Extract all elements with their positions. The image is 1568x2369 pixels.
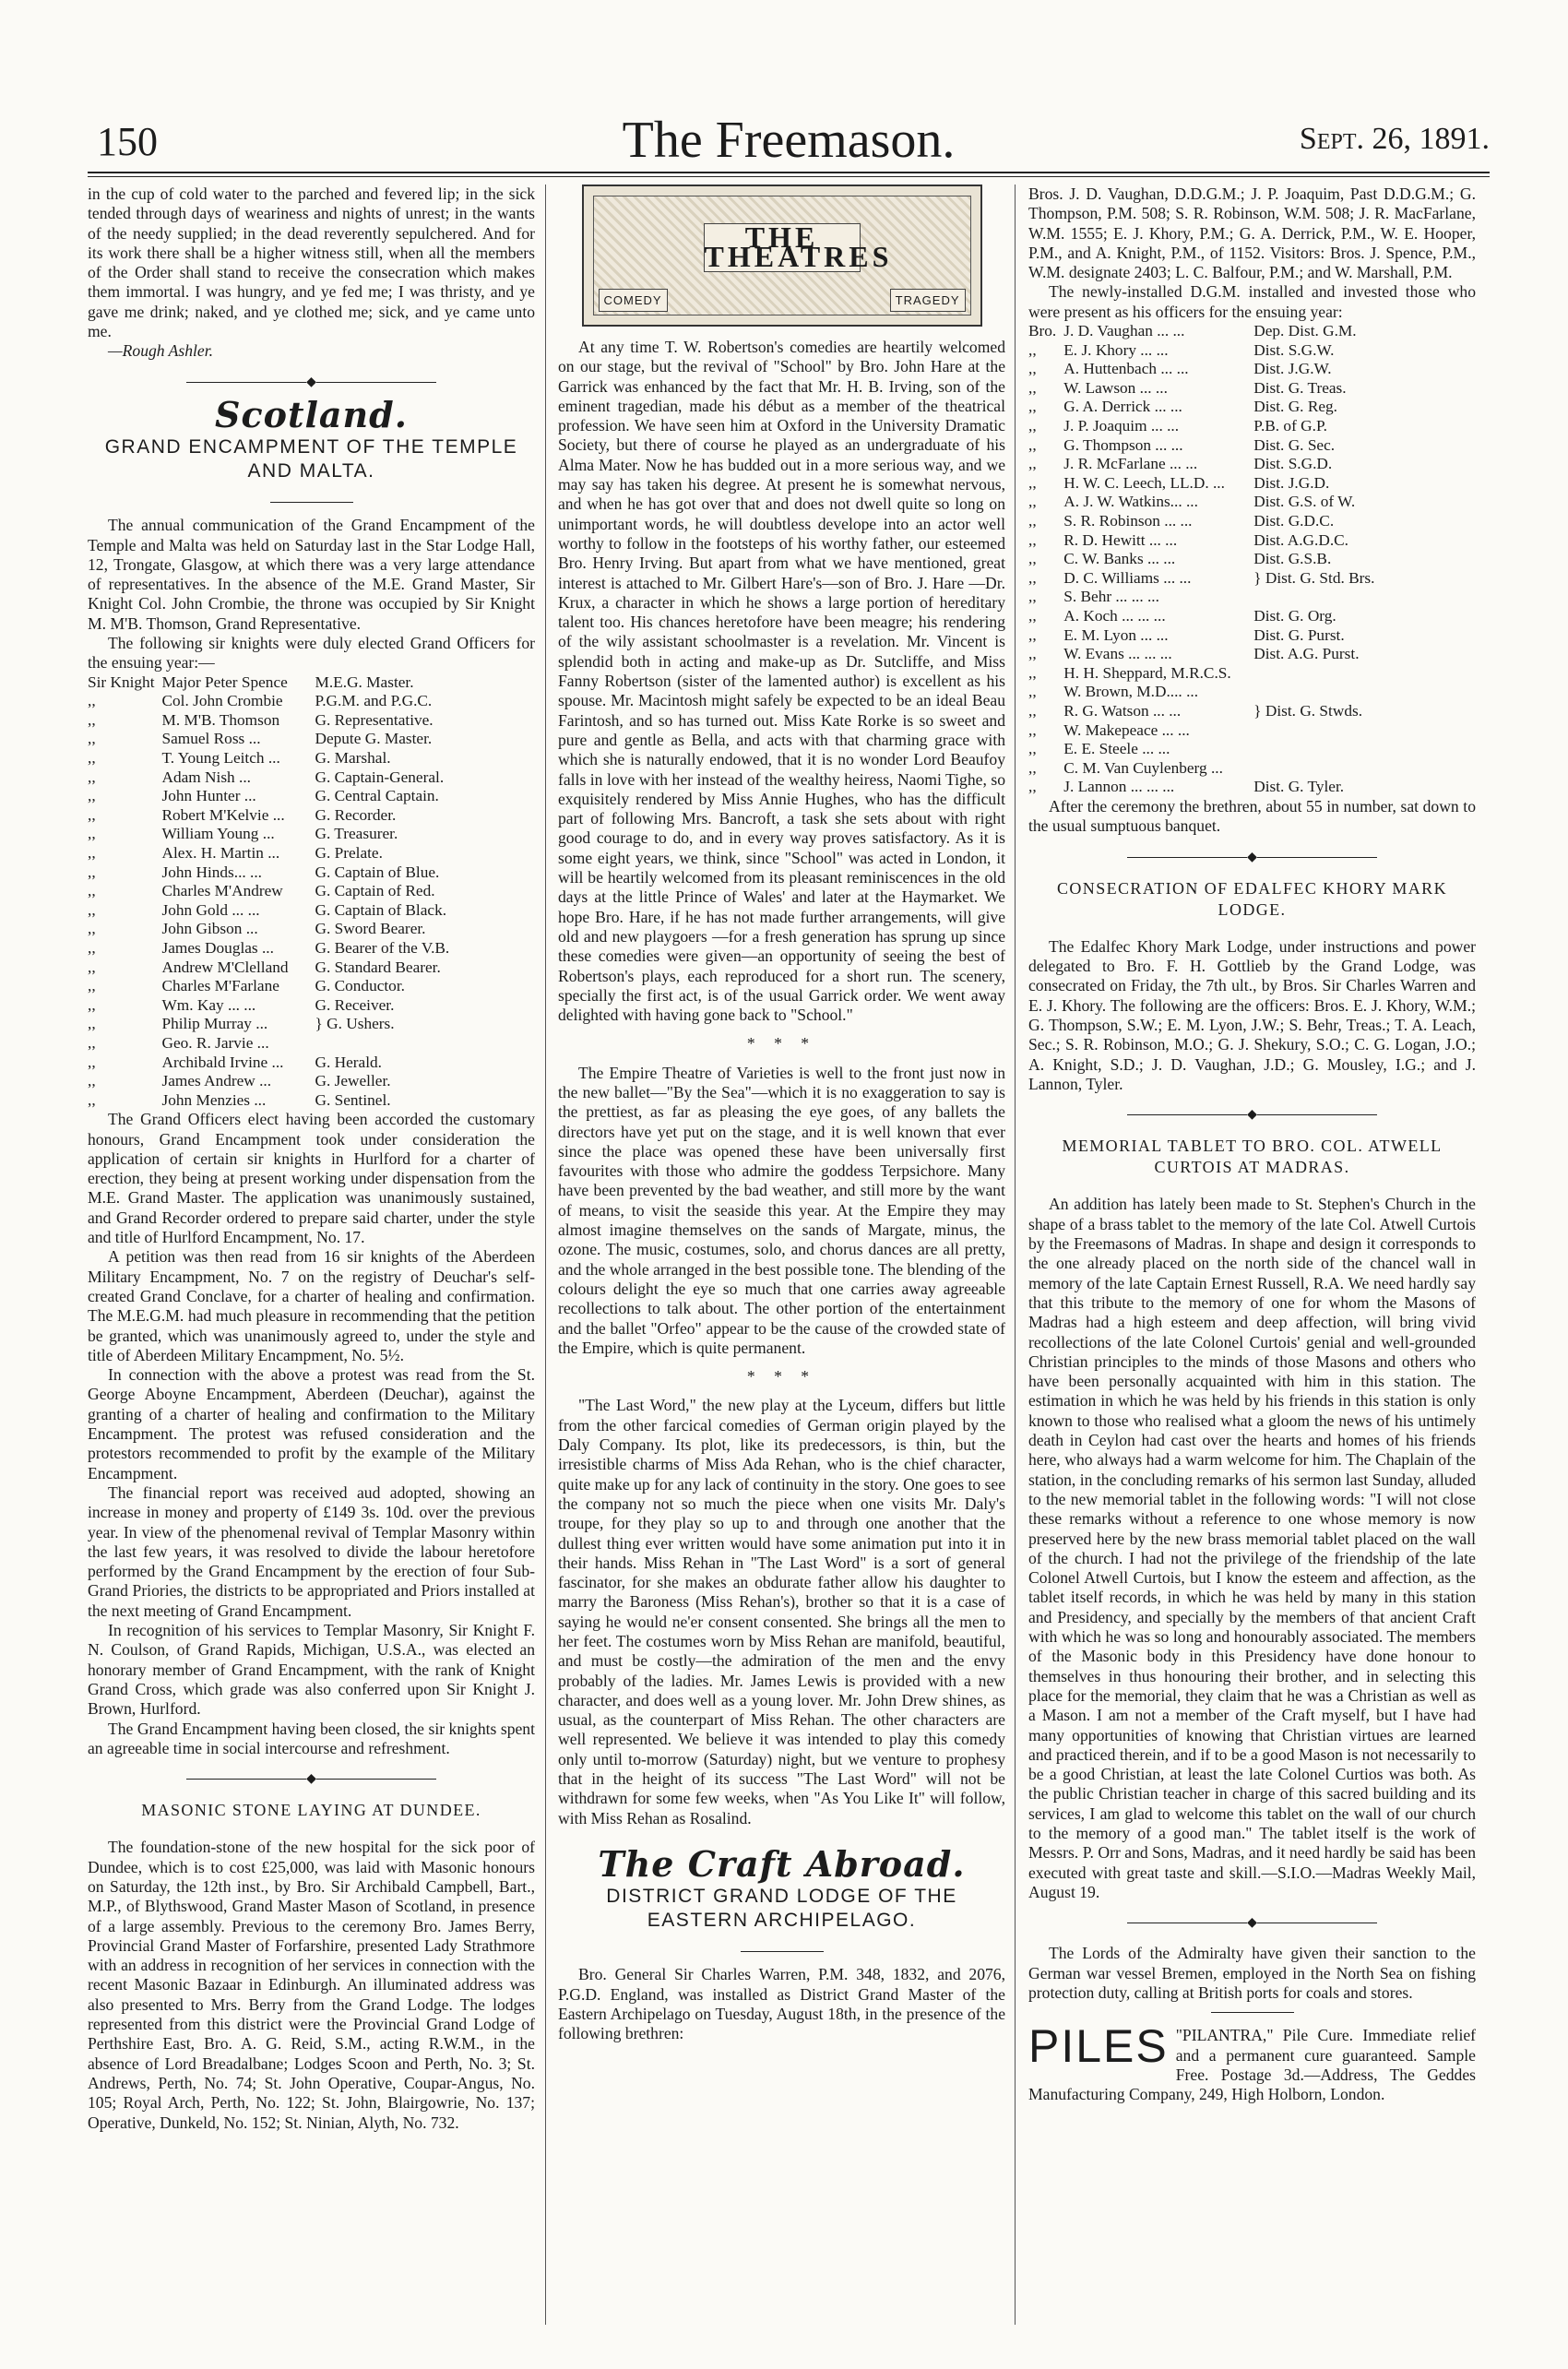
column-2 — [558, 185, 1005, 2043]
issue-date: Sept. 26, 1891. — [1299, 122, 1490, 156]
roster-row — [1028, 436, 1374, 456]
roster-row — [88, 996, 449, 1016]
roster-office: Dist. S.G.W. — [1253, 340, 1335, 359]
roster-office: G. Captain-General. — [315, 768, 445, 786]
roster-prefix: ,, — [1028, 473, 1037, 492]
roster-name: W. Evans ... ... ... — [1063, 645, 1172, 663]
roster-name: W. Lawson ... ... — [1063, 378, 1168, 397]
roster-row — [88, 787, 449, 806]
roster-office: Dist. J.G.D. — [1253, 473, 1330, 492]
roster-office: G. Captain of Black. — [315, 900, 447, 919]
roster-prefix: ,, — [1028, 340, 1037, 359]
roster-office: } Dist. G. Stwds. — [1253, 701, 1363, 720]
roster-row — [88, 1091, 449, 1111]
roster-row — [1028, 360, 1374, 379]
paragraph: An addition has lately been made to St. Stephen's Church in the shape of a brass tablet to the memory of the late Col. Atwell Curtois by the Freemasons of Madras. In shape and design it corresponds to the one already placed on the north side of the chancel wall in memory of the late Captain Ernest Russell, R.A. We need hardly say that this tribute to the memory of one for whom the Masons of Madras had a high esteem and deep affection, will bring vivid recollections of the late Colonel Curtois' genial and well-grounded Christian principles to the minds of those Masons and others who have been personally acquainted with him in this station. The estimation in which he was held by his friends in this station is only known to those who realised what a gloom the news of his untimely death in Ceylon had cast over the hearts and homes of his friends here, who always had a warm welcome for him. The Chaplain of the station, in the concluding remarks of his sermon last Sunday, alluded to the new memorial tablet in the following words: "I will not close these remarks without a reference to one whose memory is now preserved here by the new brass memorial tablet placed on the wall of the church. I had not the privilege of the friendship of the late Colonel Atwell Curtois, but I know the esteem and affection, as the tablet itself records, in which he was held by many in this station and Presidency, and specially by the members of that ancient Craft with which he was so long and honourably associated. The members of the Masonic body in this Presidency have done honour to themselves in thus honouring their brother, and in selecting this place for the memorial, they claim that he was a Christian as well as a Mason. I am not a member of the Craft myself, but I have had many opportunities of knowing that Christian virtues are learned and practiced therein, and if to be a good Mason is not necessarily to be a good Christian, at least the late Colonel Curtios was both. As the public Christian teacher in charge of this sacred building and its services, I am glad to welcome this tablet on the wall of our church to the memory of a good man." The tablet itself is the work of Messrs. P. Orr and Sons, Madras, and it need hardly be said has been executed with great taste and skill.—S.I.O.—Madras Weekly Mail, August 19. — [1028, 1195, 1476, 1901]
roster-name: Archibald Irvine ... — [161, 1053, 284, 1071]
roster-name: H. W. C. Leech, LL.D. ... — [1063, 473, 1225, 492]
roster-office: Dist. G. Treas. — [1253, 378, 1347, 397]
roster-row — [88, 673, 449, 693]
roster-row — [88, 844, 449, 863]
article-title-stone-laying: MASONIC STONE LAYING AT DUNDEE. — [141, 1801, 481, 1820]
roster-row — [88, 749, 449, 768]
banner-label-tragedy: TRAGEDY — [890, 289, 966, 312]
section-heading-craft-abroad: The Craft Abroad. — [598, 1842, 966, 1885]
paragraph: Bros. J. D. Vaughan, D.D.G.M.; J. P. Joaquim, Past D.D.G.M.; G. Thompson, P.M. 508; S. R. Robinson, W.M. 508; J. R. MacFarlane, W.M. 1555; E. J. Khory, P.M.; G. A. Derrick, P.M., W. E. Hooper, P.M., and A. Knight, P.M., of 1152. Visitors: Bros. J. Spence, P.M., W.M. designate 2403; L. C. Balfour, P.M.; and W. Marshall, P.M. — [1028, 185, 1476, 282]
roster-office: G. Bearer of the V.B. — [315, 938, 450, 957]
roster-office: G. Herald. — [315, 1053, 382, 1071]
roster-office: Dist. G. Purst. — [1253, 625, 1345, 644]
paragraph: The Empire Theatre of Varieties is well to the front just now in the new ballet—"By the Sea"—which it is no exaggeration to say is the prettiest, as far as pleasing the eye goes, of any ballets the directors have yet put on the stage, and it is well known that ever since the place was opened these have been universally first favourites with those who admire the goddess Terpsichore. Many have been prevented by the bad weather, and still more by the want of means, to visit the seaside this year. At the Empire they may almost imagine themselves on the sands of Margate, minus, the ozone. The music, costumes, solo, and chorus dances are all pretty, and the whole arranged in the best possible tone. The blending of the colours delight the eye so much that one carries away agreeable recollections to talk about. The other portion of the entertainment and the ballet "Orfeo" appear to be the cause of the crowded state of the Empire, which is quite permanent. — [558, 1063, 1005, 1357]
roster-name: Major Peter Spence — [161, 673, 288, 691]
article-title-encampment: GRAND ENCAMPMENT OF THE TEMPLE AND MALTA. — [104, 436, 518, 482]
roster-row — [1028, 702, 1374, 721]
roster-row — [1028, 493, 1374, 512]
roster-name: S. R. Robinson ... ... — [1063, 512, 1193, 530]
roster-row — [88, 768, 449, 788]
roster-name: S. Behr ... ... ... — [1063, 588, 1159, 606]
separator: ◆ — [88, 373, 535, 392]
roster-office: Dist. G.S.B. — [1253, 550, 1332, 568]
roster-office: Dist. J.G.W. — [1253, 360, 1332, 378]
piles-advertisement — [1028, 2020, 1476, 2104]
roster-office — [1253, 740, 1374, 759]
intro-signature: —Rough Ashler. — [108, 341, 214, 361]
roster-row — [88, 1034, 449, 1054]
roster-prefix: ,, — [88, 768, 96, 786]
roster-prefix: ,, — [1028, 360, 1037, 378]
roster-name: Robert M'Kelvie ... — [161, 805, 285, 824]
roster-prefix: ,, — [88, 805, 96, 824]
roster-name: G. A. Derrick ... ... — [1063, 398, 1182, 416]
roster-name: E. E. Steele ... ... — [1063, 740, 1170, 758]
roster-office — [1253, 588, 1374, 607]
roster-prefix: ,, — [1028, 435, 1037, 454]
roster-office: Dist. G.D.C. — [1253, 512, 1335, 530]
roster-name: Andrew M'Clelland — [161, 958, 289, 976]
roster-row — [1028, 721, 1374, 741]
roster-prefix: ,, — [88, 749, 96, 768]
roster-name: T. Young Leitch ... — [161, 749, 280, 768]
roster-row — [88, 920, 449, 939]
roster-office: G. Central Captain. — [315, 787, 439, 805]
roster-prefix: ,, — [88, 882, 96, 900]
roster-office: P.B. of G.P. — [1253, 417, 1327, 435]
paragraph: The annual communication of the Grand Encampment of the Temple and Malta was held on Saturday last in the Star Lodge Hall, 12, Trongate, Glasgow, at which there was a very large attendance of representatives. In the absence of the M.E. Grand Master, Sir Knight Col. John Crombie, the throne was occupied by Sir Knight M. M'B. Thomson, Grand Representative. — [88, 516, 535, 633]
roster-prefix: ,, — [88, 1053, 96, 1071]
roster-prefix: ,, — [88, 1072, 96, 1090]
roster-office: Dist. S.G.D. — [1253, 455, 1333, 473]
roster-office: Dep. Dist. G.M. — [1253, 322, 1357, 340]
roster-prefix: ,, — [88, 825, 96, 843]
article-title-edalfec: CONSECRATION OF EDALFEC KHORY MARK LODGE. — [1057, 878, 1447, 919]
separator: ◆ — [1028, 1105, 1476, 1125]
roster-prefix: ,, — [88, 843, 96, 862]
roster-office: G. Marshal. — [315, 749, 391, 768]
roster-prefix: ,, — [1028, 720, 1037, 739]
paragraph: Bro. General Sir Charles Warren, P.M. 348, 1832, and 2076, P.G.D. England, was installed as District Grand Master of the Eastern Archipelago on Tuesday, August 18th, in the presence of the following brethren: — [558, 1965, 1005, 2043]
paragraph: At any time T. W. Robertson's comedies are heartily welcomed on our stage, but the revival of "School" by Bro. John Hare at the Garrick was enhanced by the fact that Mr. H. B. Irving, son of the eminent tragedian, made his début as a member of the theatrical profession. We have seen him at Oxford in the University Dramatic Society, but there of course he played as an undergraduate of his Alma Mater. Now he has budded out in a more serious way, and we may say has taken his degree. At present he is somewhat nervous, and when he has got over that and does not dwell quite so long on unimportant words, he will doubtless develope into an actor well worthy to follow in the footsteps of his worthy father, our esteemed Bro. Henry Irving. But apart from what we have mentioned, great interest is attached to Mr. Gilbert Hare's—son of Bro. J. Hare —Dr. Krux, a character in which he shows a large portion of hereditary talent too. His chances heretofore have been meagre; his rendering of the wily assistant schoolmaster is a revelation. Mr. Vincent is splendid both in acting and make-up as Dr. Sutcliffe, and Miss Fanny Robertson (sister of the lamented author) is excellent as his spouse. Mr. Macintosh might safely be expected to be an ideal Beau Farintosh, and so has turned out. Miss Kate Rorke is so sweet and pure and gentle as Bella, and acts with that charming grace with which she is naturally endowed, that it is no wonder Lord Beaufoy falls in love with her instead of the wealthy heiress, Naomi Tighe, so exquisitely rendered by Miss Annie Hughes, who has the difficult part of following Mrs. Bancroft, a task she sets about with right good courage to do, and in every way proves satisfactory. As it is some eight years, we think, since "School" was acted in London, it will be heartily welcomed from its pleasant reminiscences in the old days at the little Prince of Wales' and later at the Haymarket. We hope Bro. Hare, if he has not made further arrangements, will give old and new playgoers —for a fresh generation has sprung up since these comedies were given—an opportunity of seeing the best of Robertson's plays, each reproduced for a short run. The scenery, specially the first act, is of the usual Garrick order. We went away delighted with having gone back to "School." — [558, 338, 1005, 1025]
paragraph: A petition was then read from 16 sir knights of the Aberdeen Military Encampment, No. 7 on the registry of Deuchar's self-created Grand Conclave, for a charter of healing and confirmation. The M.E.G.M. had much pleasure in recommending that the petition be granted, which was unanimously agreed to, under the style and title of Aberdeen Military Encampment, No. 5½. — [88, 1247, 535, 1364]
roster-prefix: ,, — [88, 938, 96, 957]
roster-row — [1028, 379, 1374, 399]
roster-name: Col. John Crombie — [161, 692, 283, 710]
roster-name: J. D. Vaughan ... ... — [1063, 322, 1185, 340]
roster-row — [88, 977, 449, 996]
column-1 — [88, 185, 535, 2133]
roster-name: A. Koch ... ... ... — [1063, 606, 1166, 625]
roster-row — [88, 711, 449, 731]
roster-row — [1028, 664, 1374, 684]
roster-name: E. M. Lyon ... ... — [1063, 625, 1169, 644]
roster-row — [1028, 398, 1374, 417]
roster-row — [88, 958, 449, 978]
roster-name: R. G. Watson ... ... — [1063, 701, 1182, 720]
ad-headline: PILES — [1028, 2020, 1169, 2073]
paragraph: In recognition of his services to Templar Masonry, Sir Knight F. N. Coulson, of Grand Rapids, Michigan, U.S.A., was elected an honorary member of Grand Encampment, with the rank of Knight Grand Cross, which grade was also conferred upon Sir Knight J. Brown, Hurlford. — [88, 1621, 535, 1719]
roster-office: M.E.G. Master. — [315, 673, 414, 691]
roster-prefix: ,, — [88, 787, 96, 805]
paragraph: The following sir knights were duly elected Grand Officers for the ensuing year:— — [88, 634, 535, 673]
roster-name: William Young ... — [161, 825, 275, 843]
paragraph: The Edalfec Khory Mark Lodge, under instructions and power delegated to Bro. F. H. Gottlieb by the Grand Lodge, was consecrated on Friday, the 7th ult., by Bros. Sir Charles Warren and E. J. Khory. The following are the officers: Bros. E. J. Khory, W.M.; G. Thompson, S.W.; E. M. Lyon, J.W.; S. Behr, Treas.; T. A. Leach, Sec.; S. R. Robinson, M.O.; G. J. Shekury, S.O.; C. G. Logan, J.O.; A. Knight, S.D.; J. D. Vaughan, J.D.; G. Mousley, I.G.; and J. Lannon, Tyler. — [1028, 936, 1476, 1093]
roster-office: G. Sentinel. — [315, 1090, 391, 1109]
roster-prefix: ,, — [88, 920, 96, 938]
roster-prefix: ,, — [88, 977, 96, 995]
roster-prefix: ,, — [88, 1033, 96, 1052]
intro-paragraph: in the cup of cold water to the parched and fevered lip; in the sick tended through days of weariness and nights of unrest; in the wants of the needy supplied; in the dead reverently sepulchered. And for its work there shall be a higher witness still, when all the members of the Order shall stand to receive the consecration which makes them immortal. I was hungry, and ye fed me; I was thristy, and ye gave me drink; naked, and ye clothed me; sick, and ye came unto me. — [88, 185, 535, 341]
short-rule — [270, 502, 353, 503]
roster-prefix: ,, — [88, 1015, 96, 1033]
roster-office — [315, 1034, 450, 1054]
roster-office: P.G.M. and P.G.C. — [315, 692, 433, 710]
roster-office: G. Captain of Blue. — [315, 863, 440, 881]
roster-row — [1028, 512, 1374, 531]
roster-name: Wm. Kay ... ... — [161, 995, 256, 1014]
roster-name: John Gibson ... — [161, 920, 258, 938]
short-rule — [1211, 2012, 1294, 2013]
section-heading-scotland: Scotland. — [215, 393, 408, 435]
roster-name: E. J. Khory ... ... — [1063, 340, 1169, 359]
roster-name: A. Huttenbach ... ... — [1063, 360, 1189, 378]
roster-name: John Hunter ... — [161, 787, 256, 805]
roster-office: Dist. G. Reg. — [1253, 398, 1337, 416]
separator: ◆ — [1028, 1913, 1476, 1933]
roster-row — [88, 1054, 449, 1073]
roster-name: Philip Murray ... — [161, 1015, 268, 1033]
paragraph: The Grand Encampment having been closed, the sir knights spent an agreeable time in social intercourse and refreshment. — [88, 1719, 535, 1757]
roster-name: A. J. W. Watkins... ... — [1063, 493, 1198, 511]
roster-office: G. Conductor. — [315, 977, 405, 995]
roster-name: J. R. McFarlane ... ... — [1063, 455, 1198, 473]
roster-office: G. Prelate. — [315, 843, 383, 862]
roster-prefix: ,, — [1028, 606, 1037, 625]
roster-prefix: Bro. — [1028, 322, 1057, 340]
roster-name: Adam Nish ... — [161, 768, 251, 786]
roster-prefix: ,, — [1028, 701, 1037, 720]
roster-prefix: ,, — [1028, 378, 1037, 397]
roster-name: M. M'B. Thomson — [161, 710, 280, 729]
paragraph: "The Last Word," the new play at the Lyceum, differs but little from the other farcical comedies of German origin played by the Daly Company. Its plot, like its predecessors, is thin, but the irresistible charms of Miss Ada Rehan, who is the chief character, quite make up for any lack of continuity in the story. One goes to see the company not so much the piece when one visits Mr. Daly's troupe, for they play so up to and through one another that the dullest thing ever written would have some animation put into it in their hands. Miss Rehan in "The Last Word" is a sort of general fascinator, for she makes an obdurate father allow his daughter to marry the Baroness (Miss Rehan's), brother so that it is a case of saying he would ne'er consent consented. She brings all the men to her feet. The costumes worn by Miss Rehan are manifold, beautiful, and must be costly—the admiration of the men and the envy probably of the ladies. Mr. James Lewis is provided with a new character, and does well as a young lover. Mr. John Drew shines, as usual, as the counterpart of Miss Rehan. The other characters are well represented. We believe it was intended to play this comedy only until to-morrow (Saturday) night, but we venture to prophesy that in the height of its success "The Last Word" will not be withdrawn for some few weeks, when "As You Like It" will follow, with Miss Rehan as Rosalind. — [558, 1396, 1006, 1827]
roster-office: } G. Ushers. — [315, 1015, 395, 1033]
roster-name: Charles M'Farlane — [161, 977, 279, 995]
roster-office: Dist. A.G. Purst. — [1253, 645, 1360, 663]
roster-prefix: ,, — [1028, 568, 1037, 587]
paragraph: The foundation-stone of the new hospital for the sick poor of Dundee, which is to cost £25,000, was laid with Masonic honours on Saturday, the 12th inst., by Bro. Sir Archibald Campbell, Bart., M.P., of Blythswood, Grand Master Mason of Scotland, in presence of a large assembly. Previous to the ceremony Bro. James Berry, Provincial Grand Master of Forfarshire, presented Lady Strathmore with an address in recognition of her services in connection with the recent Masonic Bazaar in Edinburgh. An illuminated address was also presented to Mrs. Berry from the Grand Lodge. The lodges represented from this district were the Provincial Grand Lodge of Perthshire East, Bro. A. G. Reid, S.M., acting R.W.M., in the absence of Lord Breadalbane; Lodges Scoon and Perth, No. 3; St. Andrews, Perth, No. 74; St. John Operative, Coupar-Angus, No. 105; Royal Arch, Perth, No. 122; St. John, Blairgowrie, No. 137; Operative, Dunkeld, No. 152; St. Ninian, Alyth, No. 732. — [88, 1838, 535, 2132]
roster-office: Dist. A.G.D.C. — [1253, 530, 1348, 549]
roster-prefix: ,, — [1028, 740, 1037, 758]
paragraph: In connection with the above a protest was read from the St. George Aboyne Encampment, Aberdeen (Deuchar), against the granting of a charter of healing and confirmation to the Military Encampment. The protest was refused consideration and the protestors recommended to profit by the example of the Military Encampment. — [88, 1365, 535, 1482]
roster-row — [1028, 550, 1374, 569]
roster-prefix: ,, — [1028, 778, 1037, 796]
roster-row — [88, 863, 449, 883]
roster-prefix: ,, — [1028, 663, 1037, 682]
roster-name: H. H. Sheppard, M.R.C.S. — [1063, 663, 1231, 682]
roster-office: Dist. G. Tyler. — [1253, 778, 1345, 796]
separator: ◆ — [88, 1769, 535, 1789]
theatres-banner — [582, 185, 982, 327]
roster-row — [88, 730, 449, 749]
roster-name: C. W. Banks ... ... — [1063, 550, 1176, 568]
roster-prefix: ,, — [1028, 588, 1037, 606]
roster-row — [1028, 417, 1374, 436]
roster-row — [88, 825, 449, 844]
roster-name: Geo. R. Jarvie ... — [161, 1033, 269, 1052]
roster-office: G. Representative. — [315, 710, 434, 729]
roster-name: R. D. Hewitt ... ... — [1063, 530, 1178, 549]
roster-prefix: ,, — [88, 863, 96, 881]
column-rule-2 — [1015, 185, 1016, 2325]
roster-prefix: ,, — [88, 995, 96, 1014]
roster-row — [88, 1015, 449, 1034]
roster-office: G. Jeweller. — [315, 1072, 391, 1090]
roster-prefix: ,, — [1028, 683, 1037, 701]
roster-name: C. M. Van Cuylenberg ... — [1063, 758, 1223, 777]
roster-name: James Andrew ... — [161, 1072, 272, 1090]
roster-prefix: ,, — [1028, 550, 1037, 568]
section-stars: * * * — [746, 1034, 817, 1054]
article-title-memorial: MEMORIAL TABLET TO BRO. COL. ATWELL CURTOIS AT MADRAS. — [1062, 1137, 1443, 1177]
paragraph: The financial report was received aud adopted, showing an increase in money and property of £149 3s. 10d. over the previous year. In view of the phenomenal revival of Templar Masonry within the last few years, it was resolved to divide the labour heretofore performed by the Grand Encampment by the erection of four Sub-Grand Priories, the districts to be appropriated and Priors installed at the next meeting of Grand Encampment. — [88, 1482, 535, 1620]
banner-label-comedy: COMEDY — [599, 289, 668, 312]
roster-row — [1028, 607, 1374, 626]
roster-prefix: ,, — [1028, 530, 1037, 549]
roster-office: G. Recorder. — [315, 805, 397, 824]
roster-name: John Hinds... ... — [161, 863, 262, 881]
roster-name: Charles M'Andrew — [161, 882, 283, 900]
roster-prefix: Sir Knight — [88, 673, 155, 691]
masthead-rule — [88, 172, 1490, 173]
page-number: 150 — [97, 119, 158, 164]
roster-office — [1253, 721, 1374, 741]
roster-row — [88, 692, 449, 711]
roster-name: W. Brown, M.D.... ... — [1063, 683, 1199, 701]
roster-row — [1028, 474, 1374, 494]
roster-prefix: ,, — [1028, 398, 1037, 416]
roster-row — [1028, 626, 1374, 646]
roster-row — [1028, 455, 1374, 474]
roster-name: Alex. H. Martin ... — [161, 843, 280, 862]
roster-prefix: ,, — [1028, 625, 1037, 644]
roster-row — [1028, 531, 1374, 551]
column-3 — [1028, 185, 1476, 2105]
roster-prefix: ,, — [1028, 512, 1037, 530]
paragraph: After the ceremony the brethren, about 55 in number, sat down to the usual sumptuous banquet. — [1028, 796, 1476, 836]
roster-row — [88, 806, 449, 826]
separator: ◆ — [1028, 848, 1476, 867]
roster-office: G. Sword Bearer. — [315, 920, 426, 938]
roster-prefix: ,, — [88, 900, 96, 919]
roster-name: J. P. Joaquim ... ... — [1063, 417, 1180, 435]
roster-row — [1028, 341, 1374, 361]
roster-prefix: ,, — [88, 1090, 96, 1109]
masthead-rule-thin — [88, 176, 1490, 177]
roster-name: D. C. Williams ... ... — [1063, 568, 1192, 587]
roster-office: Dist. G. Sec. — [1253, 435, 1336, 454]
roster-office — [1253, 759, 1374, 779]
roster-prefix: ,, — [1028, 493, 1037, 511]
roster-row — [1028, 645, 1374, 664]
paragraph: The newly-installed D.G.M. installed and invested those who were present as his officers for the ensuing year: — [1028, 282, 1476, 321]
masthead — [88, 111, 1490, 169]
roster-row — [1028, 778, 1374, 797]
roster-office: G. Captain of Red. — [315, 882, 435, 900]
roster-prefix: ,, — [88, 692, 96, 710]
roster-office: G. Standard Bearer. — [315, 958, 441, 976]
roster-name: W. Makepeace ... ... — [1063, 720, 1190, 739]
roster-row — [88, 882, 449, 901]
roster-name: J. Lannon ... ... ... — [1063, 778, 1175, 796]
roster-name: James Douglas ... — [161, 938, 274, 957]
roster-prefix: ,, — [1028, 758, 1037, 777]
roster-row — [1028, 683, 1374, 702]
roster-office: G. Treasurer. — [315, 825, 398, 843]
roster-row — [1028, 569, 1374, 589]
newspaper-title: The Freemason. — [622, 112, 956, 169]
officers-table — [88, 673, 449, 1111]
roster-name: Samuel Ross ... — [161, 730, 261, 748]
banner-title: THE THEATRES — [704, 220, 893, 274]
roster-office: Depute G. Master. — [315, 730, 433, 748]
district-officers-table — [1028, 322, 1374, 797]
roster-prefix: ,, — [1028, 645, 1037, 663]
roster-row — [1028, 740, 1374, 759]
roster-prefix: ,, — [1028, 417, 1037, 435]
roster-office — [1253, 683, 1374, 702]
roster-prefix: ,, — [1028, 455, 1037, 473]
short-rule — [741, 1951, 824, 1952]
roster-prefix: ,, — [88, 958, 96, 976]
roster-name: John Menzies ... — [161, 1090, 267, 1109]
roster-name: G. Thompson ... ... — [1063, 435, 1183, 454]
roster-row — [1028, 322, 1374, 341]
roster-office: Dist. G. Org. — [1253, 606, 1336, 625]
roster-row — [88, 901, 449, 921]
roster-office — [1253, 664, 1374, 684]
article-title-district-grand-lodge: DISTRICT GRAND LODGE OF THE EASTERN ARCHIPELAGO. — [606, 1886, 957, 1932]
roster-office: G. Receiver. — [315, 995, 395, 1014]
roster-row — [88, 1072, 449, 1091]
section-stars: * * * — [746, 1367, 817, 1387]
column-rule-1 — [545, 185, 546, 2325]
paragraph: The Lords of the Admiralty have given their sanction to the German war vessel Bremen, employed in the North Sea on fishing protection duty, calling at British ports for coals and stores. — [1028, 1944, 1476, 2003]
roster-prefix: ,, — [88, 710, 96, 729]
paragraph: The Grand Officers elect having been accorded the customary honours, Grand Encampment took under consideration the application of certain sir knights in Hurlford for a charter of erection, they being at present working under dispensation from the M.E. Grand Master. The application was unanimously sustained, and Grand Recorder ordered to prepare said charter, under the style and title of Hurlford Encampment, No. 17. — [88, 1110, 535, 1247]
roster-row — [88, 939, 449, 958]
roster-row — [1028, 759, 1374, 779]
roster-office: Dist. G.S. of W. — [1253, 493, 1356, 511]
roster-name: John Gold ... ... — [161, 900, 260, 919]
ad-text: "PILANTRA," Pile Cure. Immediate relief and a permanent cure guaranteed. Sample Free. Postage 3d.—Address, The Geddes Manufacturing Company, 249, High Holborn, London. — [1028, 2026, 1476, 2104]
roster-prefix: ,, — [88, 730, 96, 748]
roster-row — [1028, 588, 1374, 607]
roster-office: } Dist. G. Std. Brs. — [1253, 568, 1375, 587]
